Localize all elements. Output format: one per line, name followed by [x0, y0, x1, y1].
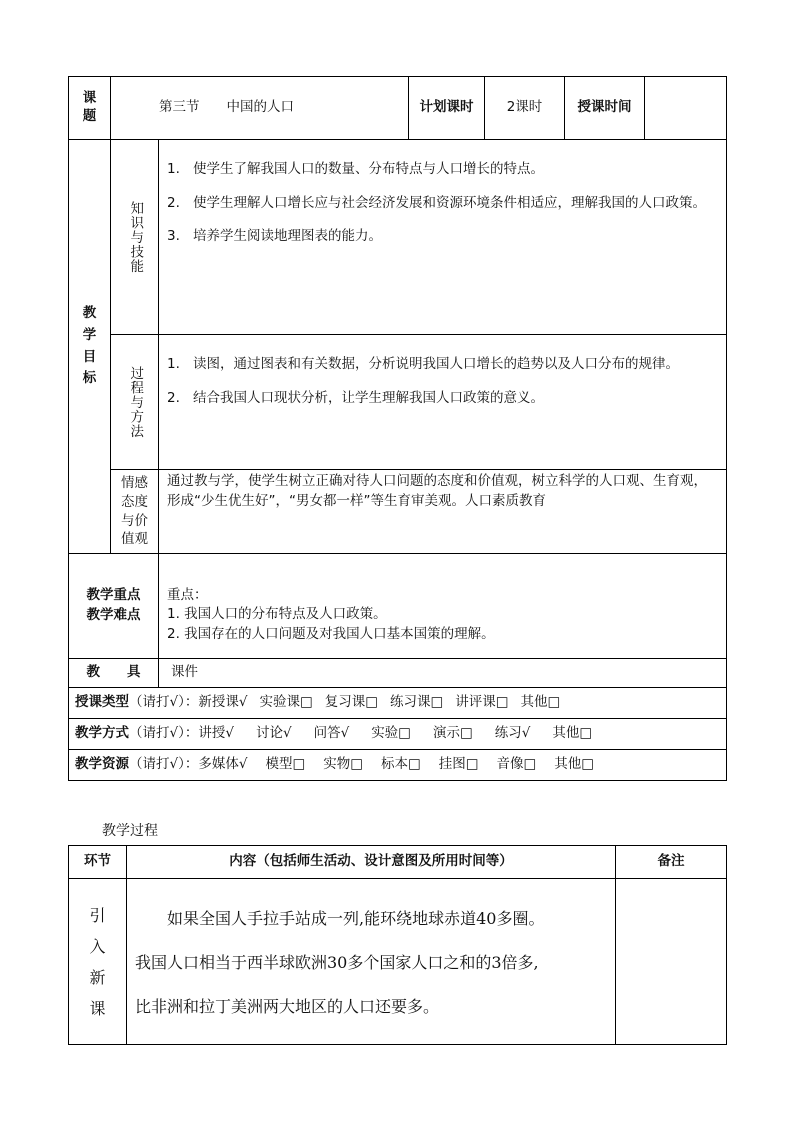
time-label: 授课时间 — [565, 77, 645, 140]
tools-value: 课件 — [159, 659, 727, 688]
checkbox-option[interactable]: 挂图□ — [438, 756, 479, 773]
col-stage-header: 环节 — [69, 846, 127, 879]
checkbox-option[interactable]: 标本□ — [381, 756, 421, 773]
goals-label: 教学目标 — [69, 140, 111, 554]
method-row: 教学方式（请打√）：讲授√ 讨论√ 问答√ 实验□ 演示□ 练习√ 其他□ — [69, 719, 727, 750]
key-points-content: 重点： 1. 我国人口的分布特点及人口政策。 2. 我国存在的人口问题及对我国人口基本国策的理解。 — [159, 554, 727, 659]
process-section-title: 教学过程 — [102, 823, 158, 839]
key-point-item: 2. 我国存在的人口问题及对我国人口基本国策的理解。 — [167, 625, 495, 642]
plan-value: 2课时 — [485, 77, 565, 140]
knowledge-item: 3. 培养学生阅读地理图表的能力。 — [167, 228, 382, 245]
checkbox-option[interactable]: 模型□ — [265, 756, 306, 773]
knowledge-content — [159, 140, 727, 335]
tools-label: 教 具 — [69, 659, 159, 688]
key-point-item: 1. 我国人口的分布特点及人口政策。 — [167, 606, 387, 623]
teaching-process-table — [68, 845, 727, 1045]
topic-value: 第三节 中国的人口 — [111, 77, 409, 140]
checkbox-option[interactable]: 练习√ — [494, 725, 531, 742]
topic-label: 课题 — [69, 77, 111, 140]
time-value — [645, 77, 727, 140]
checkbox-option[interactable]: 其他□ — [552, 725, 593, 742]
checkbox-option[interactable]: 演示□ — [432, 725, 473, 742]
plan-label: 计划课时 — [409, 77, 485, 140]
checkbox-option[interactable]: 复习课□ — [324, 694, 378, 711]
checkbox-option[interactable]: 实验□ — [371, 725, 411, 742]
checkbox-option[interactable]: 其他□ — [554, 756, 595, 773]
process-item: 1. 读图，通过图表和有关数据，分析说明我国人口增长的趋势以及人口分布的规律。 — [167, 356, 679, 372]
intro-stage-label: 引入新课 — [69, 879, 127, 1045]
process-content — [159, 335, 727, 470]
key-points-label: 教学重点 教学难点 — [69, 554, 159, 659]
checkbox-option[interactable]: 讨论√ — [255, 725, 292, 742]
checkbox-option[interactable]: 音像□ — [496, 756, 537, 773]
checkbox-option[interactable]: 实物□ — [323, 756, 363, 773]
checkbox-option[interactable]: 讲授√ — [198, 725, 234, 742]
checkbox-option[interactable]: 多媒体√ — [198, 756, 248, 773]
attitude-label: 情感态度与价值观 — [111, 470, 159, 554]
knowledge-label: 知识与技能 — [111, 140, 159, 335]
col-content-header: 内容（包括师生活动、设计意图及所用时间等） — [127, 846, 616, 879]
intro-content: 如果全国人手拉手站成一列,能环绕地球赤道40多圈。 我国人口相当于西半球欧洲30多个国家人口之和的3倍多, 比非洲和拉丁美洲两大地区的人口还要多。 — [127, 879, 616, 1045]
lesson-plan-table — [68, 76, 727, 781]
attitude-content: 通过教与学，使学生树立正确对待人口问题的态度和价值观，树立科学的人口观、生育观，形成“少生优生好”，“男女都一样”等生育审美观。人口素质教育 — [159, 470, 727, 554]
checkbox-option[interactable]: 讲评课□ — [455, 694, 509, 711]
checkbox-option[interactable]: 练习课□ — [390, 694, 444, 711]
checkbox-option[interactable]: 新授课√ — [198, 694, 248, 711]
checkbox-option[interactable]: 实验课□ — [259, 694, 313, 711]
lesson-type-row: 授课类型（请打√）：新授课√ 实验课□ 复习课□ 练习课□ 讲评课□ 其他□ — [69, 688, 727, 719]
process-item: 2. 结合我国人口现状分析，让学生理解我国人口政策的意义。 — [167, 389, 544, 406]
intro-note — [616, 879, 727, 1045]
resources-row: 教学资源（请打√）：多媒体√ 模型□ 实物□ 标本□ 挂图□ 音像□ 其他□ — [69, 750, 727, 781]
checkbox-option[interactable]: 其他□ — [520, 694, 561, 711]
col-note-header: 备注 — [616, 846, 727, 879]
checkbox-option[interactable]: 问答√ — [313, 725, 350, 742]
knowledge-item: 2. 使学生理解人口增长应与社会经济发展和资源环境条件相适应，理解我国的人口政策。 — [167, 194, 706, 211]
process-label: 过程与方法 — [111, 335, 159, 470]
knowledge-item: 1. 使学生了解我国人口的数量、分布特点与人口增长的特点。 — [167, 161, 544, 177]
